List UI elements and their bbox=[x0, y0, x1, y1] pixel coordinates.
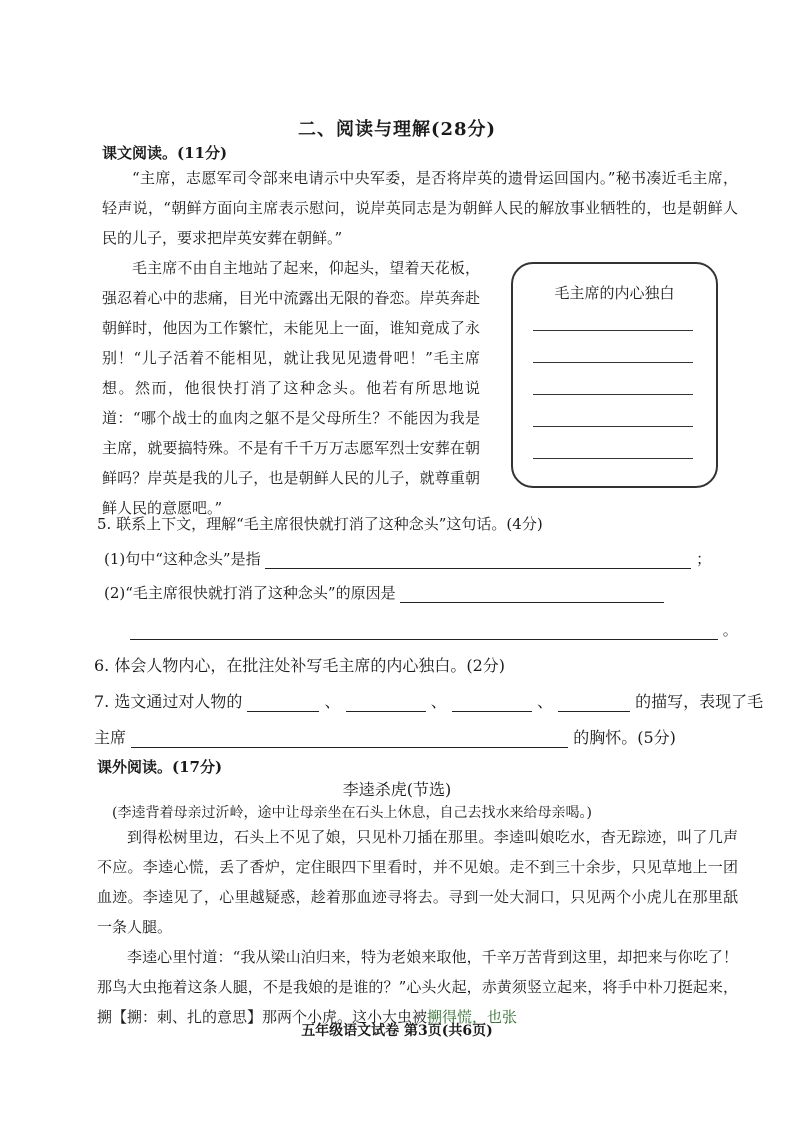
question-6: 6. 体会人物内心，在批注处补写毛主席的内心独白。(2分) bbox=[94, 656, 506, 675]
separator: 、 bbox=[430, 692, 447, 711]
answer-blank-7-2[interactable] bbox=[346, 693, 426, 712]
separator: 、 bbox=[536, 692, 553, 711]
question-5-2-end: 。 bbox=[722, 621, 738, 639]
answer-blank-7-4[interactable] bbox=[558, 693, 630, 712]
passage1-paragraph2: 毛主席不由自主地站了起来，仰起头，望着天花板，强忍着心中的悲痛，目光中流露出无限的眷恋。岸英奔赴朝鲜时，他因为工作繁忙，未能见上一面，谁知竟成了永别！“儿子活着不能相见，就让我见见遗骨吧！”毛主席想。然而，他很快打消了这种念头。他若有所思地说道：“哪个战士的血肉之躯不是父母所生？不能因为我是主席，就要搞特殊。不是有千千万万志愿军烈士安葬在朝鲜吗？岸英是我的儿子，也是朝鲜人民的儿子，就尊重朝鲜人民的意愿吧。” bbox=[102, 259, 480, 517]
annotation-box bbox=[511, 262, 718, 488]
story-paragraph2 bbox=[97, 942, 738, 1032]
part1-heading: 课文阅读。(11分) bbox=[102, 144, 228, 162]
section-title: 二、阅读与理解(28分) bbox=[297, 119, 497, 140]
story-paragraph2-faded-text: 搠得慌，也张 bbox=[427, 1008, 518, 1026]
answer-blank-7-3[interactable] bbox=[452, 693, 532, 712]
passage1-paragraph1: “主席，志愿军司令部来电请示中央军委，是否将岸英的遗骨运回国内。”秘书凑近毛主席，轻声说，“朝鲜方面向主席表示慰问，说岸英同志是为朝鲜人民的解放事业牺牲的，也是朝鲜人民的儿子，要求把岸英安葬在朝鲜。” bbox=[102, 169, 738, 247]
question-5-1-end: ； bbox=[696, 550, 712, 568]
answer-blank-5-2b[interactable] bbox=[130, 621, 718, 640]
story-paragraph1: 到得松树里边，石头上不见了娘，只见朴刀插在那里。李逵叫娘吃水，杳无踪迹，叫了几声不应。李逵心慌，丢了香炉，定住眼四下里看时，并不见娘。走不到三十余步，只见草地上一团血迹。李逵见了，心里越疑惑，趁着那血迹寻将去。寻到一处大洞口，只见两个小虎儿在那里舐一条人腿。 bbox=[97, 828, 738, 936]
annotation-line[interactable] bbox=[533, 394, 693, 395]
question-7-tail: 的描写，表现了毛 bbox=[635, 692, 764, 711]
question-5-1-label: (1)句中“这种念头”是指 bbox=[104, 550, 261, 568]
annotation-box-title: 毛主席的内心独白 bbox=[554, 284, 675, 302]
story-paragraph2-text: 李逵心里忖道：“我从梁山泊归来，特为老娘来取他，千辛万苦背到这里，却把来与你吃了！那鸟大虫拖着这条人腿，不是我娘的是谁的？”心头火起，赤黄须竖立起来，将手中朴刀挺起来，搠【搠：刺、扎的意思】那两个小虎。这小大虫被 bbox=[97, 948, 738, 1026]
question-7-label: 7. 选文通过对人物的 bbox=[94, 692, 243, 711]
separator: 、 bbox=[324, 692, 341, 711]
story-title: 李逵杀虎(节选) bbox=[342, 780, 452, 799]
page-footer: 五年级语文试卷 第3页(共6页) bbox=[301, 1023, 493, 1039]
answer-blank-7-5[interactable] bbox=[131, 729, 568, 748]
answer-blank-5-1[interactable] bbox=[265, 550, 691, 569]
answer-blank-7-1[interactable] bbox=[247, 693, 319, 712]
question-5-2-label: (2)“毛主席很快就打消了这种念头”的原因是 bbox=[104, 584, 396, 602]
question-7-continued: 主席 bbox=[94, 728, 127, 747]
annotation-line[interactable] bbox=[533, 362, 693, 363]
answer-blank-5-2a[interactable] bbox=[400, 584, 664, 603]
question-5: 5. 联系上下文，理解“毛主席很快就打消了这种念头”这句话。(4分) bbox=[97, 515, 543, 533]
annotation-line[interactable] bbox=[533, 426, 693, 427]
annotation-line[interactable] bbox=[533, 330, 693, 331]
question-7-end: 的胸怀。(5分) bbox=[573, 728, 676, 747]
story-intro: (李逵背着母亲过沂岭，途中让母亲坐在石头上休息，自己去找水来给母亲喝。) bbox=[112, 805, 592, 821]
annotation-line[interactable] bbox=[533, 458, 693, 459]
part2-heading: 课外阅读。(17分) bbox=[97, 758, 223, 776]
